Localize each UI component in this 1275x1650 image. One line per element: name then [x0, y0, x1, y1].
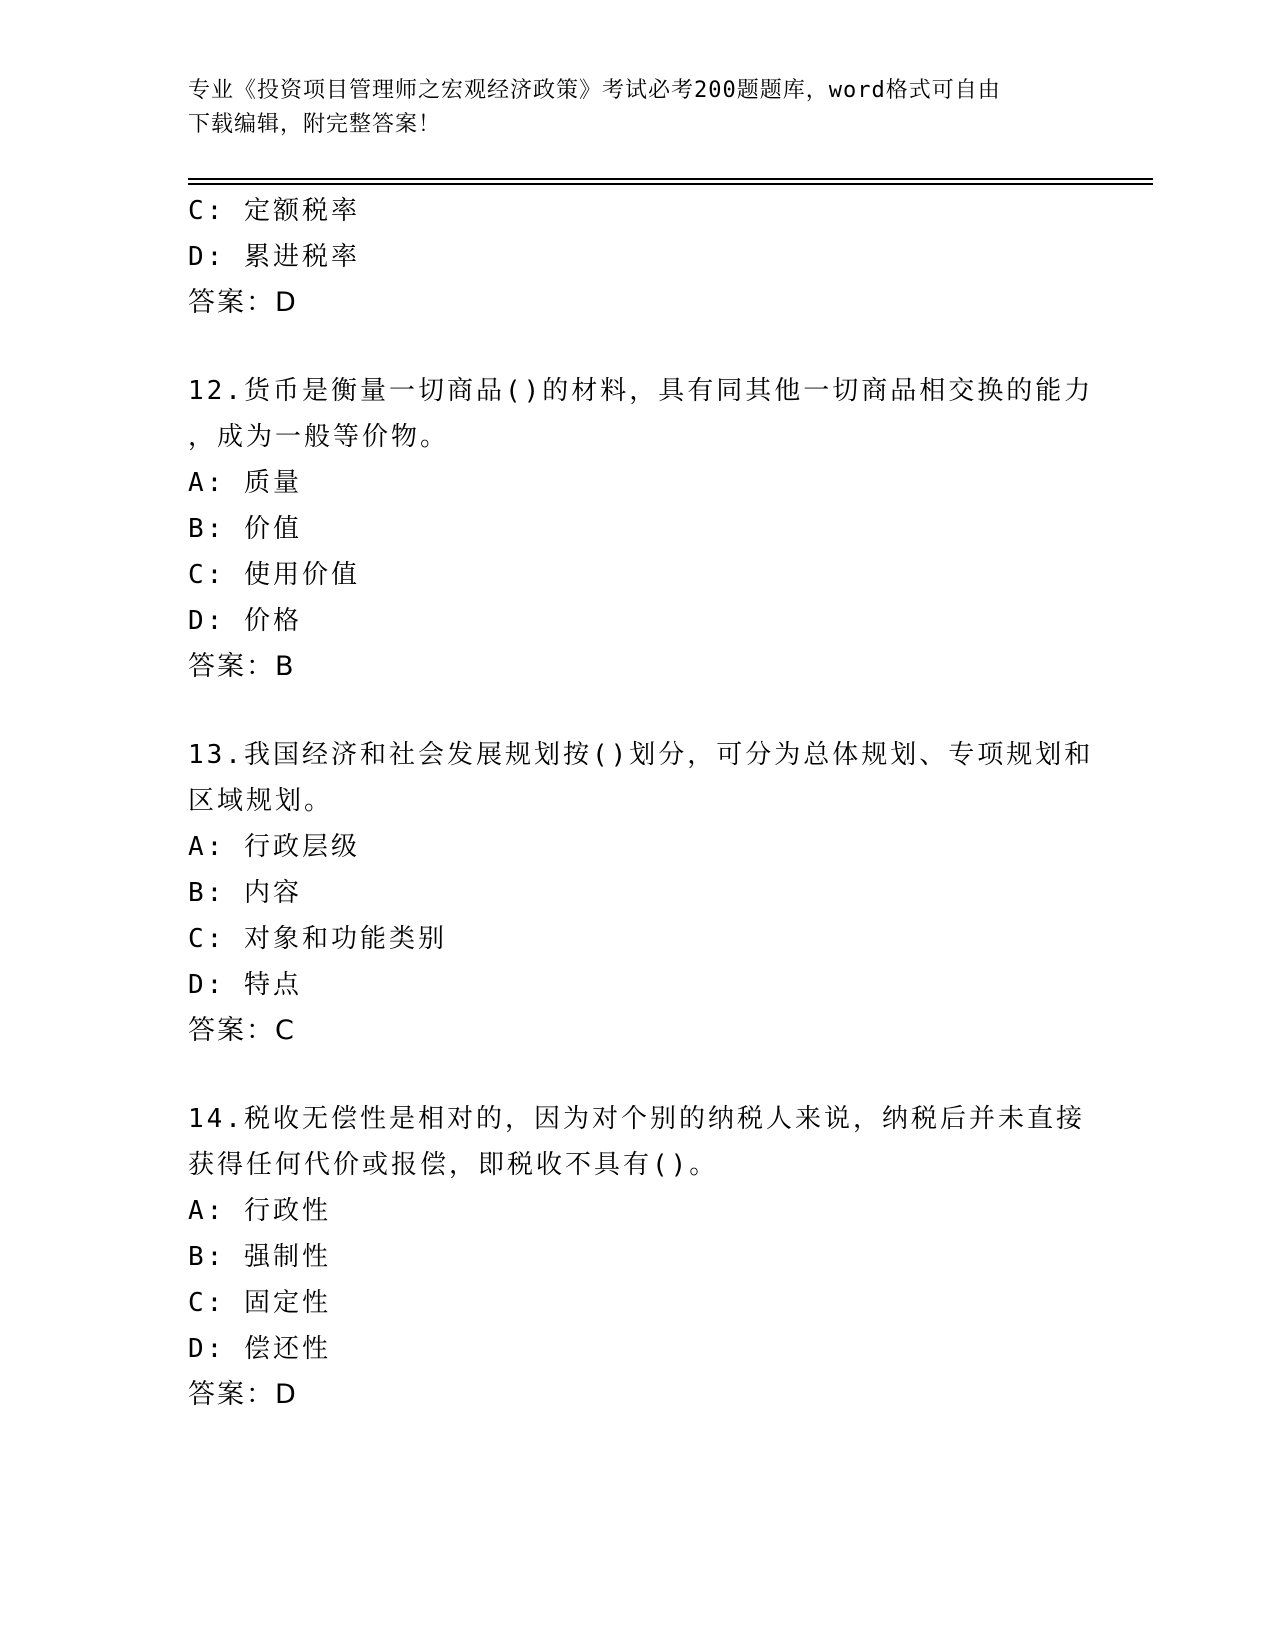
answer-line: 答案：D [188, 287, 298, 318]
spacer [188, 326, 1088, 368]
document-header [188, 74, 1068, 142]
option-c: C: 固定性 [188, 1288, 331, 1318]
question-13 [188, 732, 1094, 1054]
question-fragment [188, 188, 1088, 326]
option-b: B: 强制性 [188, 1242, 331, 1272]
option-b: B: 价值 [188, 514, 302, 544]
answer-line: 答案：D [188, 1379, 298, 1410]
question-stem-line: ，成为一般等价物。 [188, 422, 450, 452]
question-stem-line: 获得任何代价或报偿，即税收不具有()。 [188, 1150, 719, 1180]
header-line-1: 专业《投资项目管理师之宏观经济政策》考试必考200题题库，word格式可自由 [188, 78, 1001, 103]
question-stem-line: 14.税收无偿性是相对的，因为对个别的纳税人来说，纳税后并未直接 [188, 1104, 1085, 1134]
option-a: A: 行政层级 [188, 832, 360, 862]
option-d: D: 特点 [188, 970, 302, 1000]
header-divider-bottom [188, 183, 1153, 185]
option-d: D: 偿还性 [188, 1334, 331, 1364]
answer-line: 答案：C [188, 1015, 296, 1046]
question-stem-line: 13.我国经济和社会发展规划按()划分，可分为总体规划、专项规划和 [188, 740, 1094, 770]
question-12 [188, 368, 1094, 690]
option-a: A: 行政性 [188, 1196, 331, 1226]
header-line-2: 下载编辑，附完整答案！ [188, 112, 442, 137]
question-14 [188, 1096, 1088, 1418]
question-list [188, 188, 1094, 1418]
spacer [188, 690, 1088, 732]
answer-line: 答案：B [188, 651, 296, 682]
option-b: B: 内容 [188, 878, 302, 908]
question-stem-line: 区域规划。 [188, 786, 334, 816]
option-a: A: 质量 [188, 468, 302, 498]
question-stem-line: 12.货币是衡量一切商品()的材料，具有同其他一切商品相交换的能力 [188, 376, 1094, 406]
header-divider-top [188, 178, 1153, 180]
option-d: D: 累进税率 [188, 242, 360, 272]
spacer [188, 1054, 1088, 1096]
option-c: C: 对象和功能类别 [188, 924, 447, 954]
option-c: C: 使用价值 [188, 560, 360, 590]
option-c: C: 定额税率 [188, 196, 360, 226]
option-d: D: 价格 [188, 606, 302, 636]
